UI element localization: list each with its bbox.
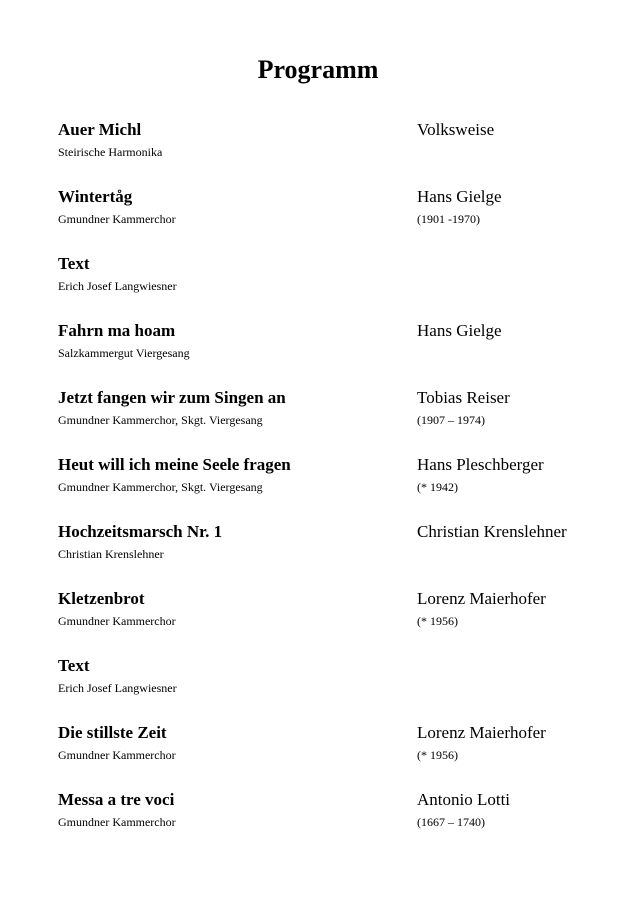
performer: Gmundner Kammerchor bbox=[58, 212, 176, 226]
performer: Erich Josef Langwiesner bbox=[58, 681, 177, 695]
composer: Christian Krenslehner bbox=[417, 522, 567, 541]
composer: Hans Gielge bbox=[417, 321, 502, 340]
performer: Salzkammergut Viergesang bbox=[58, 346, 190, 360]
performer: Steirische Harmonika bbox=[58, 145, 163, 159]
program-entry bbox=[0, 721, 636, 788]
program-entry bbox=[0, 319, 636, 386]
performer: Gmundner Kammerchor bbox=[58, 614, 176, 628]
composer: Volksweise bbox=[417, 120, 495, 139]
piece-title: Auer Michl bbox=[58, 120, 142, 139]
performer: Gmundner Kammerchor bbox=[58, 815, 176, 829]
program-list bbox=[0, 118, 636, 855]
composer: Hans Pleschberger bbox=[417, 455, 544, 474]
composer-dates: (1907 – 1974) bbox=[417, 413, 485, 427]
program-entry bbox=[0, 520, 636, 587]
piece-title: Fahrn ma hoam bbox=[58, 321, 176, 340]
composer: Lorenz Maierhofer bbox=[417, 723, 546, 742]
program-entry bbox=[0, 386, 636, 453]
performer: Gmundner Kammerchor, Skgt. Viergesang bbox=[58, 413, 263, 427]
composer: Hans Gielge bbox=[417, 187, 502, 206]
piece-title: Heut will ich meine Seele fragen bbox=[58, 455, 291, 474]
program-entry bbox=[0, 788, 636, 855]
program-entry bbox=[0, 185, 636, 252]
composer-dates: (1667 – 1740) bbox=[417, 815, 485, 829]
performer: Gmundner Kammerchor bbox=[58, 748, 176, 762]
page-title: Programm bbox=[257, 55, 379, 85]
composer-dates: (* 1956) bbox=[417, 614, 458, 628]
piece-title: Hochzeitsmarsch Nr. 1 bbox=[58, 522, 223, 541]
composer-dates: (1901 -1970) bbox=[417, 212, 480, 226]
performer: Christian Krenslehner bbox=[58, 547, 164, 561]
performer: Gmundner Kammerchor, Skgt. Viergesang bbox=[58, 480, 263, 494]
program-entry bbox=[0, 654, 636, 721]
composer: Antonio Lotti bbox=[417, 790, 511, 809]
program-entry bbox=[0, 453, 636, 520]
composer: Lorenz Maierhofer bbox=[417, 589, 546, 608]
piece-title: Kletzenbrot bbox=[58, 589, 145, 608]
program-entry bbox=[0, 587, 636, 654]
piece-title: Die stillste Zeit bbox=[58, 723, 167, 742]
program-entry bbox=[0, 118, 636, 185]
piece-title: Wintertåg bbox=[58, 187, 133, 206]
piece-title: Text bbox=[58, 656, 90, 675]
composer: Tobias Reiser bbox=[417, 388, 510, 407]
composer-dates: (* 1956) bbox=[417, 748, 458, 762]
piece-title: Messa a tre voci bbox=[58, 790, 175, 809]
piece-title: Jetzt fangen wir zum Singen an bbox=[58, 388, 286, 407]
composer-dates: (* 1942) bbox=[417, 480, 458, 494]
piece-title: Text bbox=[58, 254, 90, 273]
program-entry bbox=[0, 252, 636, 319]
performer: Erich Josef Langwiesner bbox=[58, 279, 177, 293]
